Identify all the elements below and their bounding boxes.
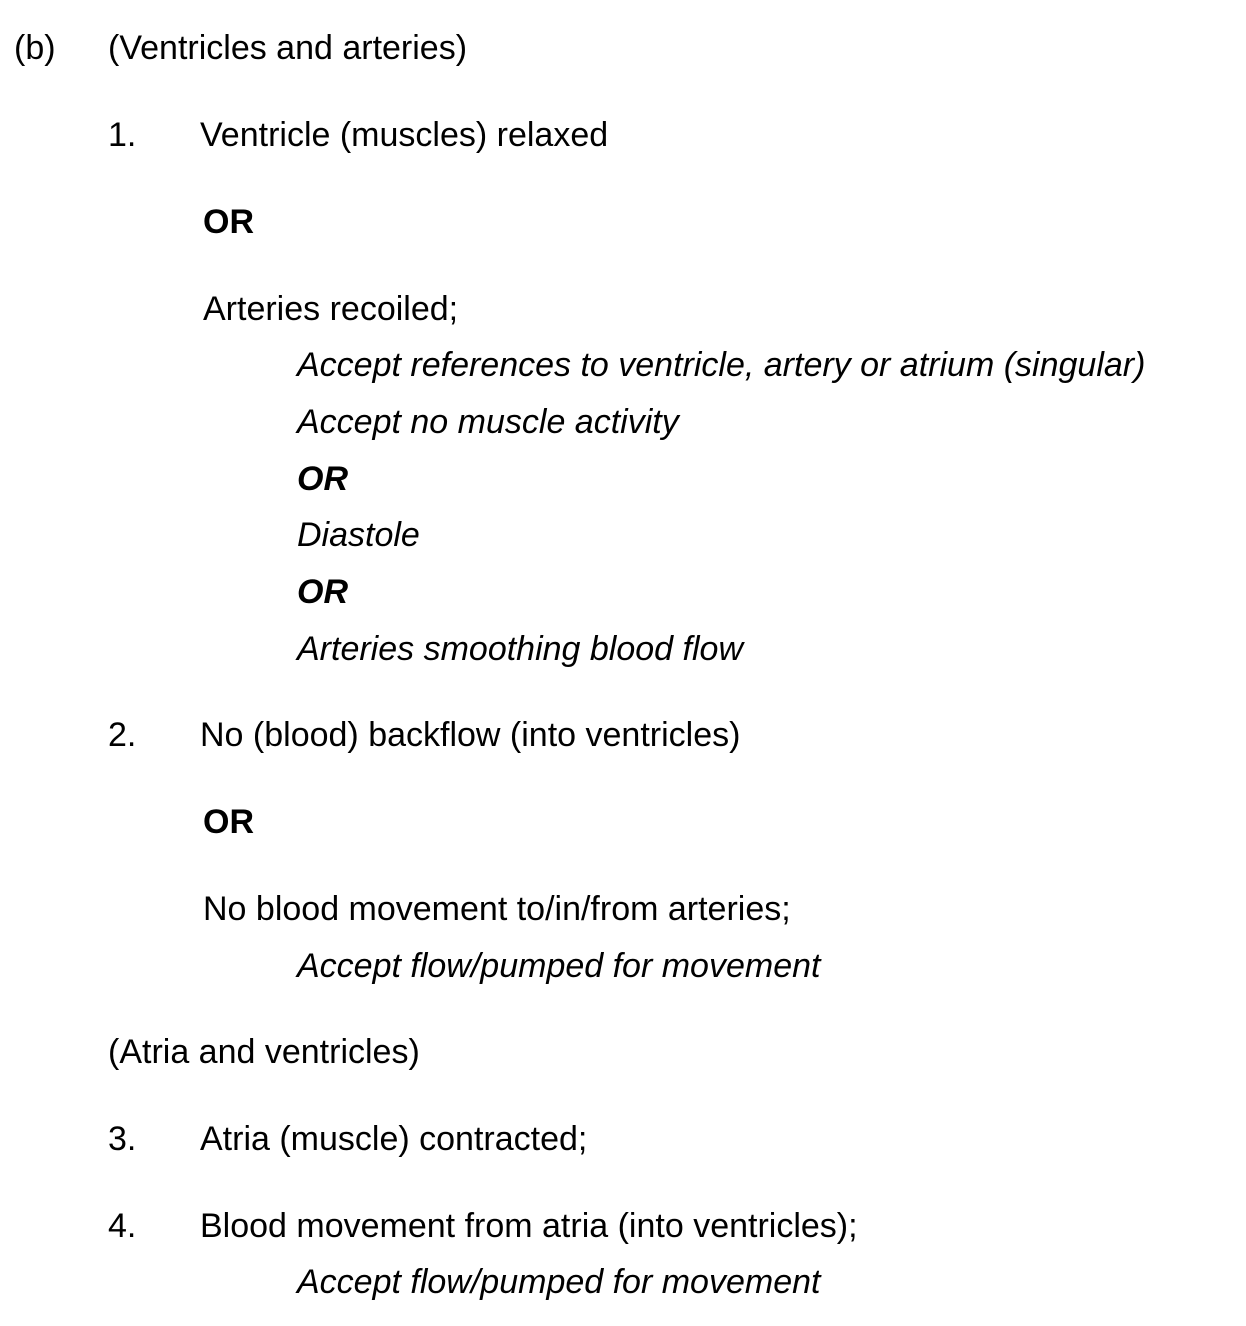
- point-number: 2.: [108, 716, 137, 754]
- point-text: Ventricle (muscles) relaxed: [200, 116, 609, 154]
- point-number: 3.: [108, 1120, 137, 1158]
- marking-note: Accept flow/pumped for movement: [297, 947, 821, 985]
- marking-note: Accept references to ventricle, artery or atrium (singular): [297, 346, 1146, 384]
- section-subheading: (Atria and ventricles): [108, 1033, 420, 1071]
- or-separator: OR: [203, 803, 254, 841]
- marking-note: Diastole: [297, 516, 420, 554]
- point-number: 4.: [108, 1207, 137, 1245]
- marking-note: Arteries smoothing blood flow: [297, 630, 744, 668]
- alternative-answer: No blood movement to/in/from arteries;: [203, 890, 791, 928]
- alternative-answer: Arteries recoiled;: [203, 290, 459, 328]
- section-heading: (Ventricles and arteries): [108, 29, 468, 67]
- marking-note: Accept flow/pumped for movement: [297, 1263, 821, 1301]
- part-label: (b): [14, 29, 56, 67]
- marking-note-or: OR: [297, 460, 348, 498]
- or-separator: OR: [203, 203, 254, 241]
- marking-note: Accept no muscle activity: [297, 403, 679, 441]
- point-text: No (blood) backflow (into ventricles): [200, 716, 741, 754]
- point-text: Atria (muscle) contracted;: [200, 1120, 588, 1158]
- marking-note-or: OR: [297, 573, 348, 611]
- point-number: 1.: [108, 116, 137, 154]
- point-text: Blood movement from atria (into ventricles);: [200, 1207, 858, 1245]
